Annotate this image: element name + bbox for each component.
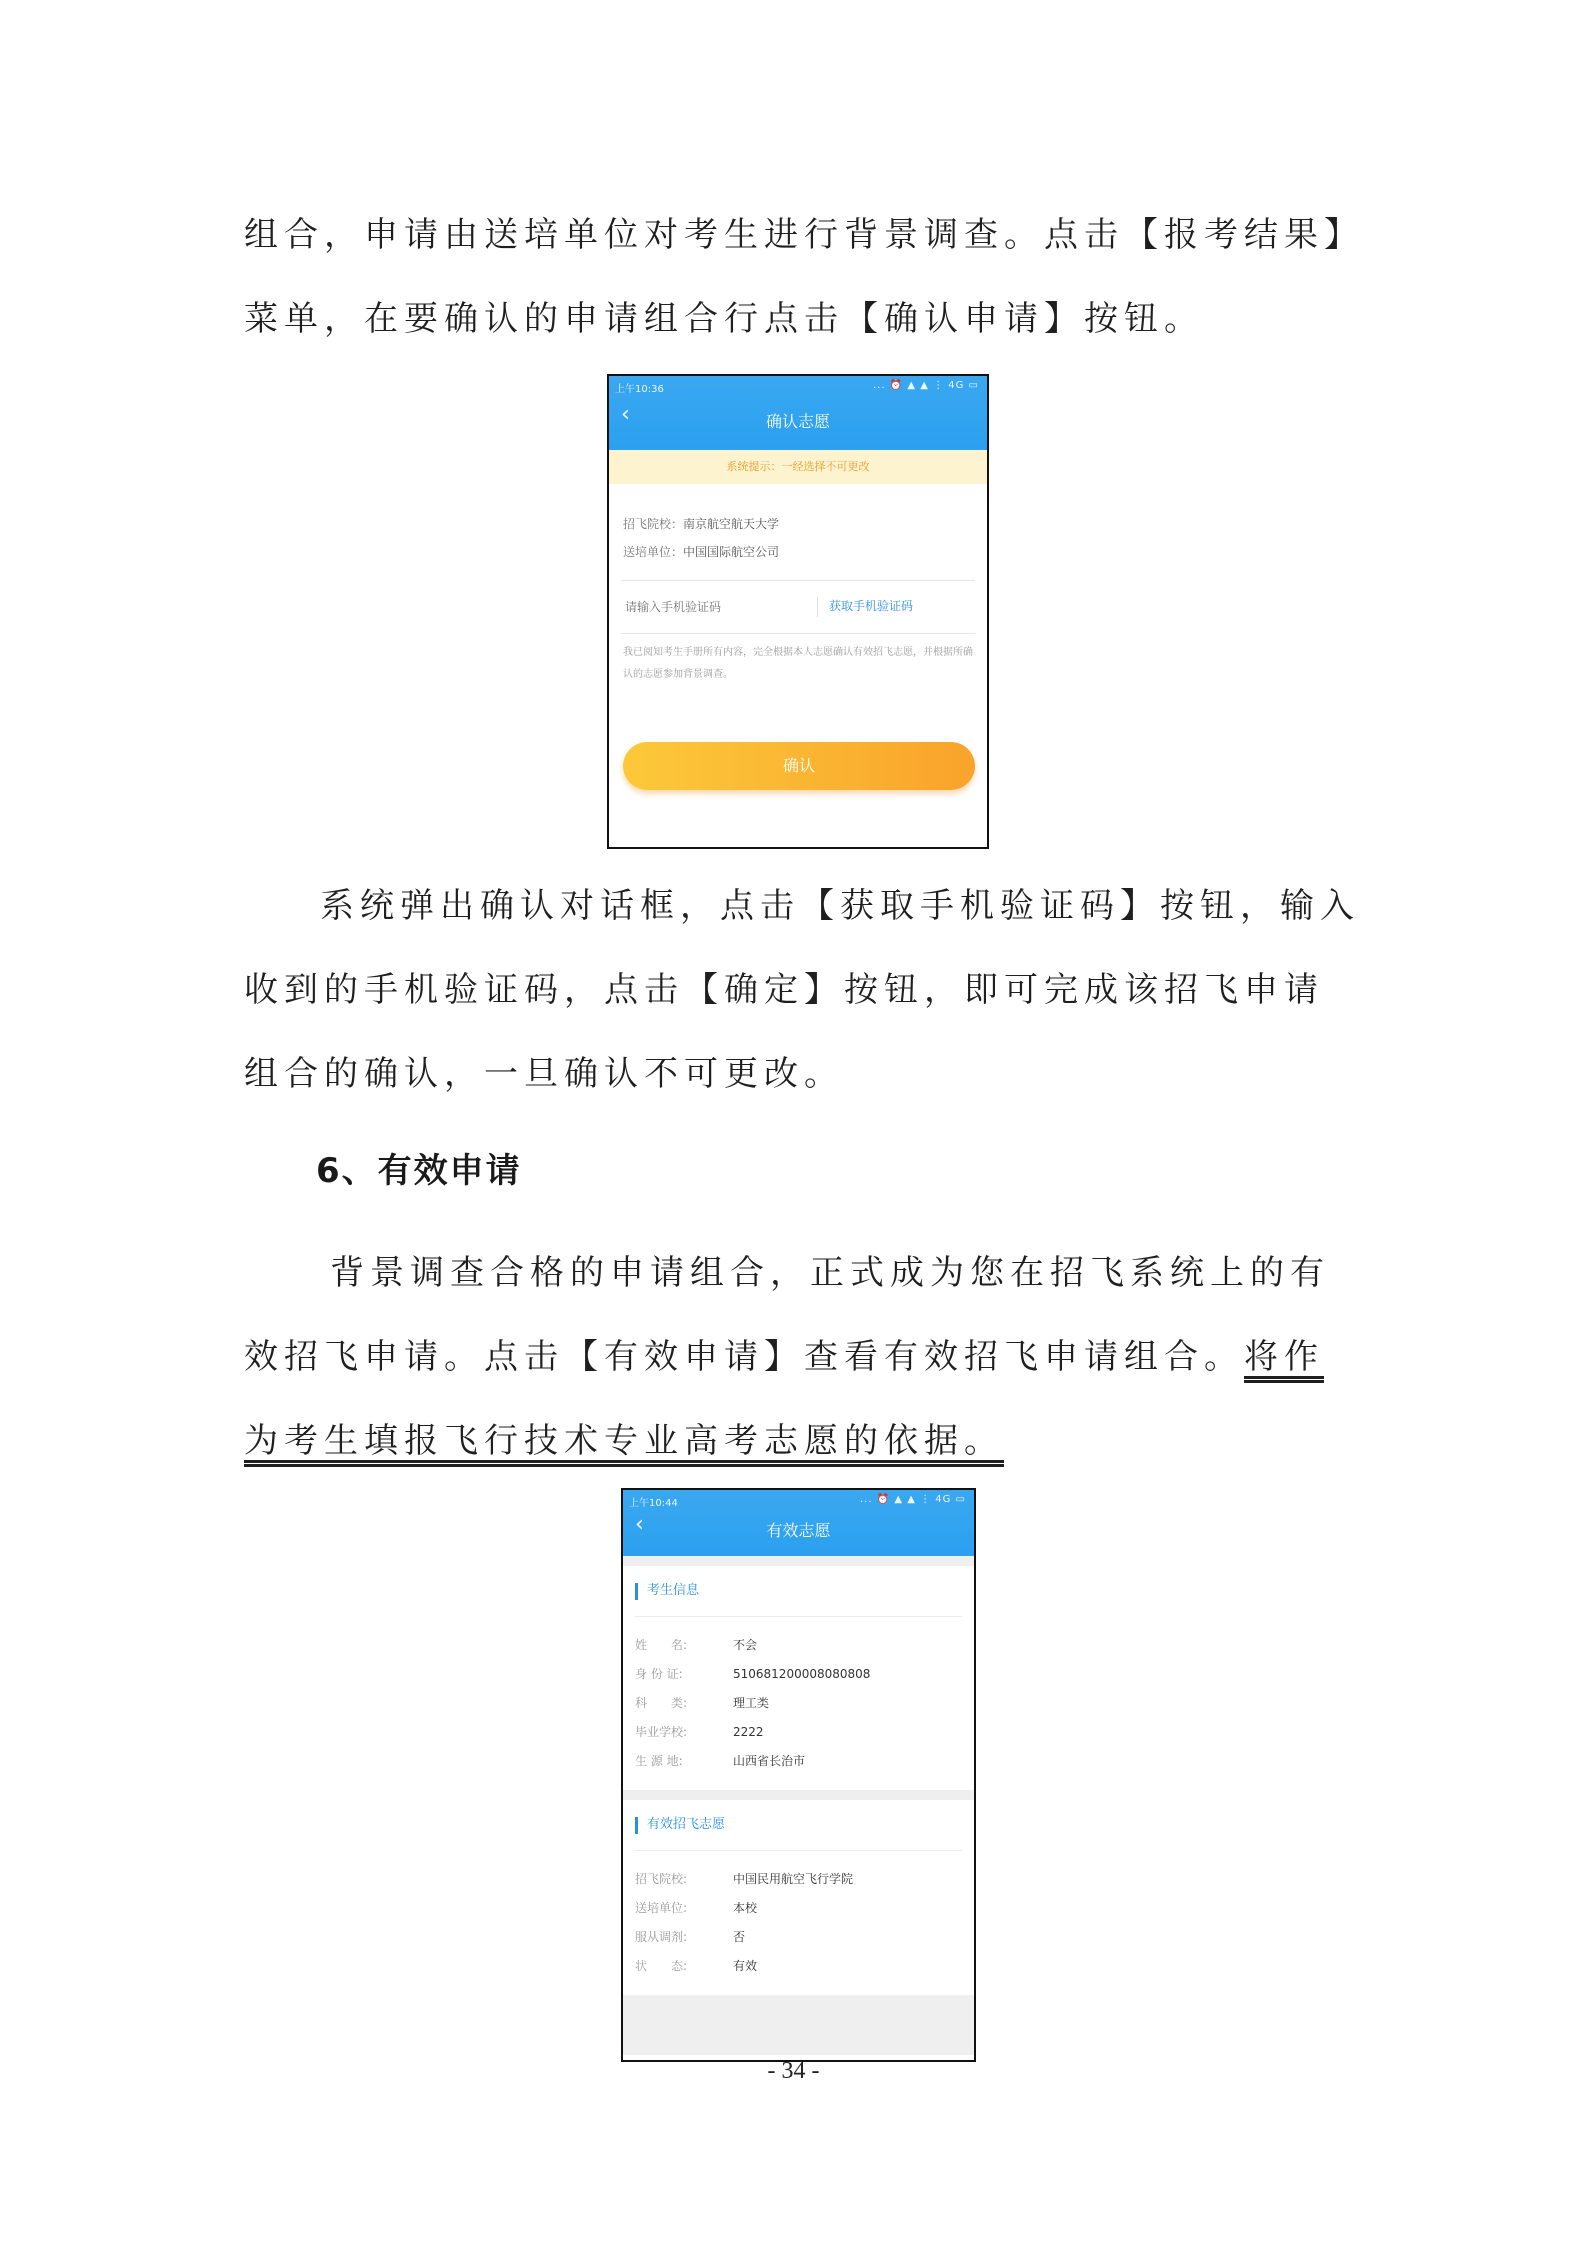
section-title: 有效招飞志愿 (635, 1800, 962, 1851)
field-value: 否 (733, 1930, 746, 1944)
valid-preference-section (623, 1800, 974, 1995)
candidate-info-section (623, 1566, 974, 1790)
status-time: 上午10:44 (629, 1498, 678, 1509)
section-title: 考生信息 (635, 1566, 962, 1617)
info-row (635, 1952, 962, 1981)
bottom-area (623, 1995, 974, 2055)
info-row (635, 1747, 962, 1776)
back-arrow-icon[interactable]: ‹ (635, 1512, 644, 1537)
info-row (635, 1923, 962, 1952)
field-value: 510681200008080808 (733, 1667, 871, 1681)
school-value: 南京航空航天大学 (683, 517, 780, 531)
unit-label: 送培单位： (623, 545, 684, 559)
page-number: - 34 - (767, 2058, 820, 2084)
field-value: 理工类 (733, 1696, 770, 1710)
field-label: 服从调剂: (635, 1930, 688, 1944)
status-time: 上午10:36 (615, 384, 664, 395)
verification-code-input[interactable] (623, 593, 807, 621)
valid-preference-rows (635, 1851, 962, 1995)
info-row (635, 1865, 962, 1894)
confirm-preference-screenshot (607, 374, 989, 849)
application-info (609, 484, 987, 566)
field-label: 科 类: (635, 1696, 688, 1710)
separator (817, 597, 818, 617)
field-label: 毕业学校: (635, 1725, 688, 1739)
field-value: 山西省长治市 (733, 1754, 806, 1768)
field-value: 本校 (733, 1901, 758, 1915)
field-label: 送培单位: (635, 1901, 688, 1915)
get-code-button[interactable]: 获取手机验证码 (829, 599, 914, 613)
info-row (635, 1718, 962, 1747)
section-gap (623, 1556, 974, 1566)
screen-title: 有效志愿 (766, 1521, 831, 1540)
paragraph-valid-application (244, 1231, 1362, 1483)
verification-code-row (621, 581, 975, 633)
school-row (623, 510, 973, 538)
status-icons: ... ⏰ ▲ ▲ ⋮ 4G ▭ (860, 1494, 966, 1505)
agreement-hint: 我已阅知考生手册所有内容，完全根据本人志愿确认有效招飞志愿，并根据所确认的志愿参加背景调查。 (623, 647, 973, 680)
paragraph-text: 背景调查合格的申请组合，正式成为您在招飞系统上的有效招飞申请。点击【有效申请】查看有效招飞申请组合。 (244, 1253, 1330, 1377)
field-label: 身 份 证: (635, 1667, 683, 1681)
underlined-text: 将作为考生填报飞行技术专业高考志愿的依据。 (244, 1337, 1324, 1461)
unit-row (623, 538, 973, 566)
field-value: 中国民用航空飞行学院 (733, 1872, 854, 1886)
valid-preference-screenshot (621, 1488, 976, 2062)
system-notice: 系统提示：一经选择不可更改 (609, 450, 987, 484)
app-header (609, 376, 987, 450)
paragraph-intro: 组合，申请由送培单位对考生进行背景调查。点击【报考结果】菜单，在要确认的申请组合行点击【确认申请】按钮。 (244, 215, 1347, 339)
screen-title: 确认志愿 (765, 412, 830, 431)
candidate-info-rows (635, 1617, 962, 1790)
info-row (635, 1660, 962, 1689)
unit-value: 中国国际航空公司 (683, 545, 780, 559)
field-value: 有效 (733, 1959, 758, 1973)
info-row (635, 1894, 962, 1923)
field-label: 招飞院校: (635, 1872, 688, 1886)
confirm-button[interactable]: 确认 (623, 742, 975, 790)
app-header (623, 1490, 974, 1556)
paragraph-dialog: 系统弹出确认对话框，点击【获取手机验证码】按钮，输入收到的手机验证码，点击【确定】按钮，即可完成该招飞申请组合的确认，一旦确认不可更改。 (244, 886, 1360, 1094)
divider (621, 633, 975, 634)
info-row (635, 1689, 962, 1718)
field-label: 生 源 地: (635, 1754, 683, 1768)
field-label: 姓 名: (635, 1638, 688, 1652)
section-heading: 6、有效申请 (316, 1151, 522, 1191)
field-value: 不会 (733, 1638, 758, 1652)
field-value: 2222 (733, 1725, 764, 1739)
status-icons: ... ⏰ ▲ ▲ ⋮ 4G ▭ (873, 380, 979, 391)
field-label: 状 态: (635, 1959, 688, 1973)
info-row (635, 1631, 962, 1660)
school-label: 招飞院校： (623, 517, 684, 531)
section-gap (623, 1790, 974, 1800)
back-arrow-icon[interactable]: ‹ (621, 402, 630, 427)
